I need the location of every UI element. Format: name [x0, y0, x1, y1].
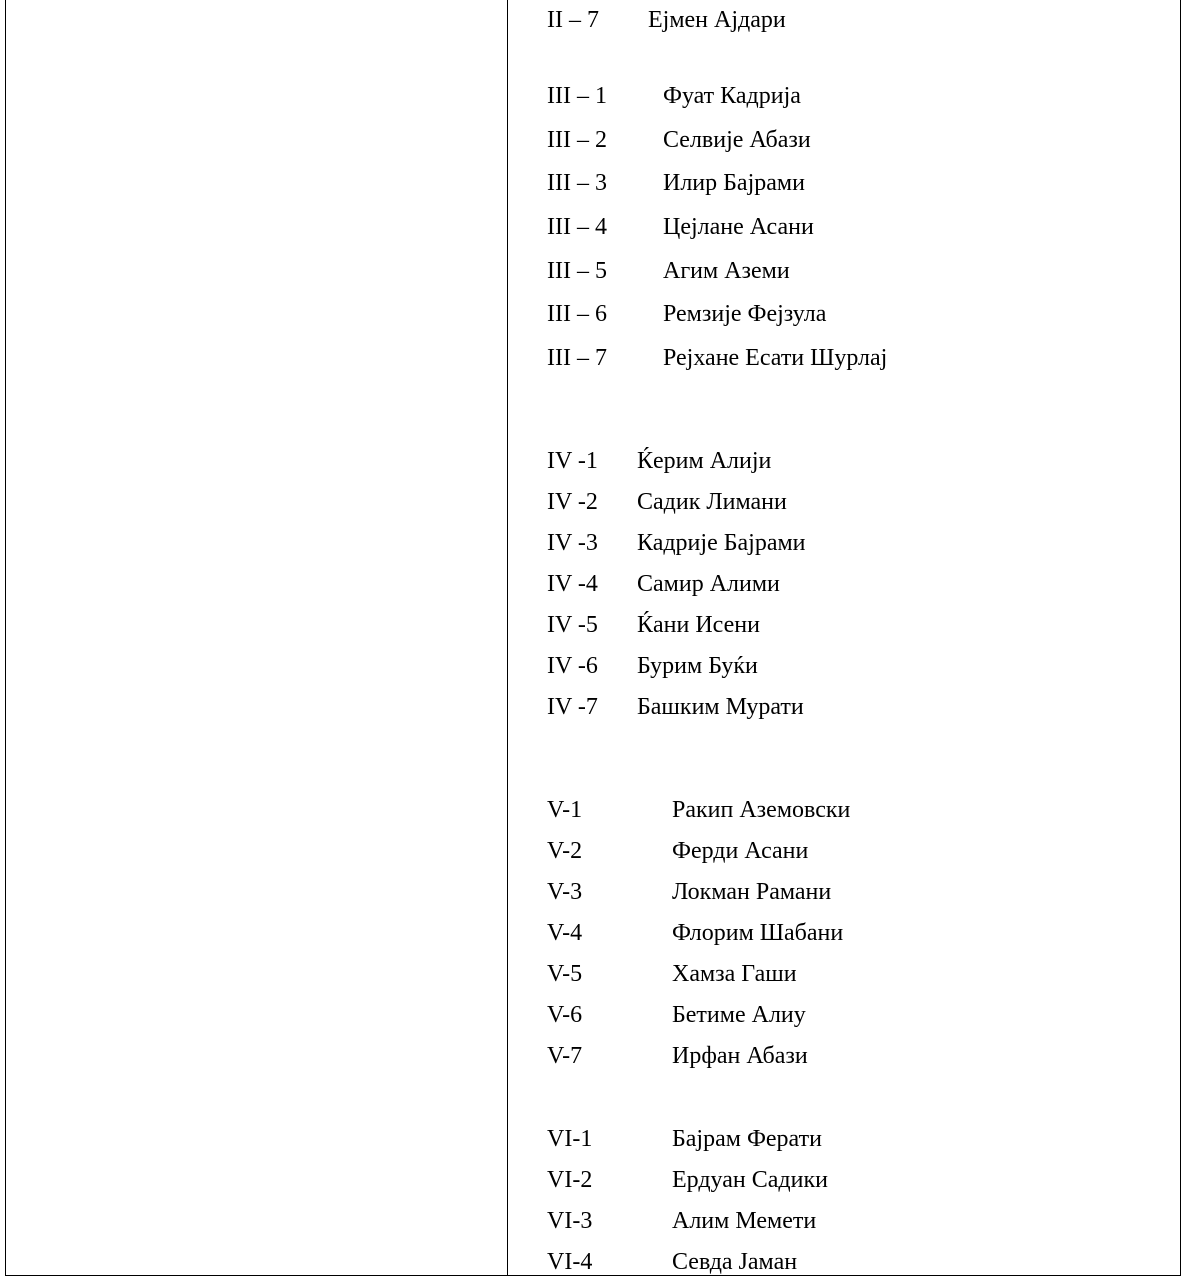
row-name: Флорим Шабани: [672, 920, 844, 946]
row-code: IV -1: [547, 448, 598, 474]
row-code: III – 3: [547, 170, 607, 196]
row-name: Ирфан Абази: [672, 1043, 808, 1069]
row-code: III – 6: [547, 301, 607, 327]
row-name: Самир Алими: [637, 571, 780, 597]
row-name: Бетиме Алиу: [672, 1002, 806, 1028]
row-name: Кадрије Бајрами: [637, 530, 806, 556]
row-code: VI-2: [547, 1167, 593, 1193]
row-code: III – 5: [547, 258, 607, 284]
row-name: Цејлане Асани: [663, 214, 814, 240]
row-code: IV -3: [547, 530, 598, 556]
row-code: V-3: [547, 879, 583, 905]
row-name: Бурим Буќи: [637, 653, 758, 679]
row-name: Хамза Гаши: [672, 961, 797, 987]
row-name: Ракип Аземовски: [672, 797, 851, 823]
row-name: Илир Бајрами: [663, 170, 805, 196]
row-code: VI-1: [547, 1126, 593, 1152]
row-name: Фуат Кадрија: [663, 83, 801, 109]
row-code: IV -6: [547, 653, 598, 679]
row-code: III – 1: [547, 83, 607, 109]
row-name: Селвије Абази: [663, 127, 811, 153]
row-code: III – 2: [547, 127, 607, 153]
row-code: VI-3: [547, 1208, 593, 1234]
row-name: Севда Јаман: [672, 1249, 798, 1275]
row-name: Бајрам Ферати: [672, 1126, 822, 1152]
row-name: Рејхане Есати Шурлај: [663, 345, 888, 371]
row-code: V-4: [547, 920, 583, 946]
row-code: III – 4: [547, 214, 607, 240]
row-name: Ејмен Ајдари: [648, 7, 786, 33]
row-code: IV -4: [547, 571, 598, 597]
row-code: V-6: [547, 1002, 583, 1028]
row-name: Локман Рамани: [672, 879, 832, 905]
row-name: Ферди Асани: [672, 838, 809, 864]
row-name: Ќани Исени: [637, 612, 760, 638]
row-code: IV -7: [547, 694, 598, 720]
row-name: Ремзије Фејзула: [663, 301, 827, 327]
row-code: III – 7: [547, 345, 607, 371]
row-code: IV -5: [547, 612, 598, 638]
column-divider: [507, 0, 508, 1276]
row-code: II – 7: [547, 7, 599, 33]
row-code: IV -2: [547, 489, 598, 515]
row-name: Алим Мемети: [672, 1208, 817, 1234]
row-name: Ердуан Садики: [672, 1167, 828, 1193]
row-code: V-2: [547, 838, 583, 864]
row-code: V-7: [547, 1043, 583, 1069]
row-name: Агим Аземи: [663, 258, 790, 284]
row-name: Ќерим Алији: [637, 448, 772, 474]
row-name: Башким Мурати: [637, 694, 804, 720]
row-name: Садик Лимани: [637, 489, 787, 515]
row-code: VI-4: [547, 1249, 593, 1275]
row-code: V-5: [547, 961, 583, 987]
row-code: V-1: [547, 797, 583, 823]
